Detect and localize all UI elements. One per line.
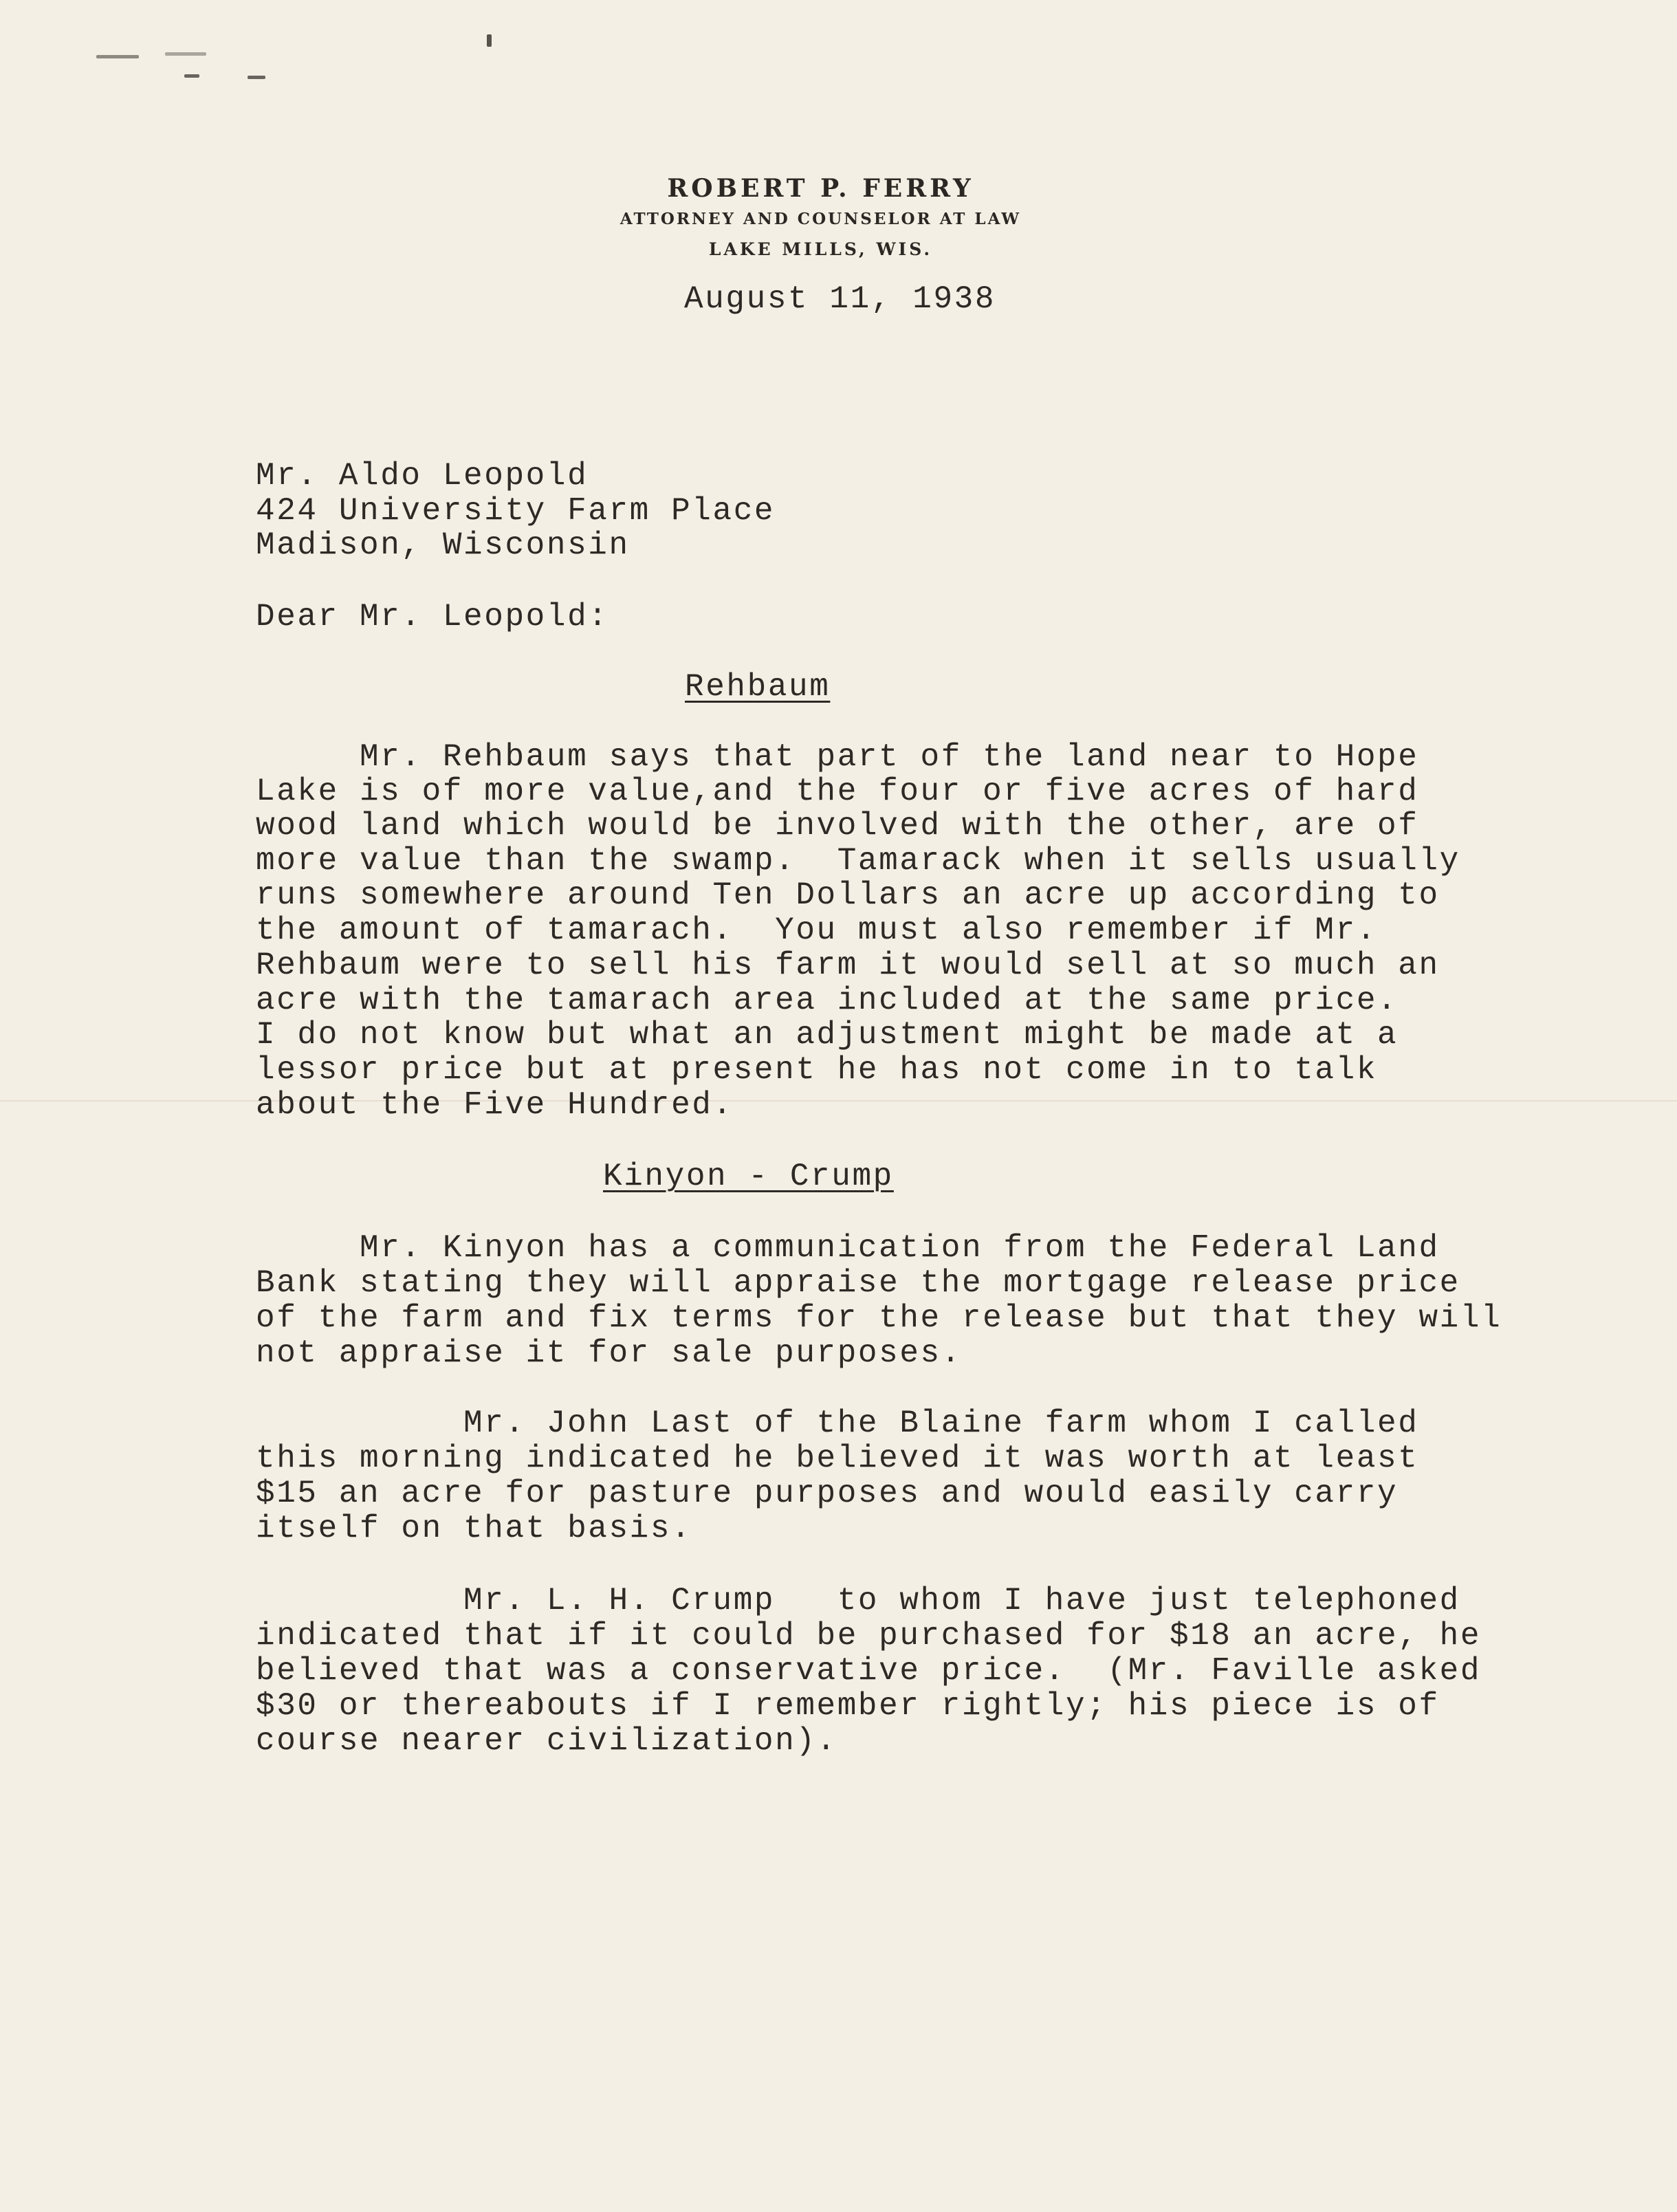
- paragraph-line: the amount of tamarach. You must also remember if Mr.: [256, 912, 1378, 948]
- recipient-street: 424 University Farm Place: [256, 493, 776, 529]
- paragraph-line: Mr. Kinyon has a communication from the Federal Land: [256, 1230, 1440, 1266]
- section-heading: Rehbaum: [685, 669, 831, 705]
- paragraph-line: this morning indicated he believed it was worth at least: [256, 1441, 1419, 1476]
- paragraph-line: not appraise it for sale purposes.: [256, 1335, 962, 1371]
- paragraph-line: Mr. John Last of the Blaine farm whom I called: [256, 1405, 1419, 1441]
- paragraph-line: $30 or thereabouts if I remember rightly; his piece is of: [256, 1688, 1440, 1724]
- paragraph-line: acre with the tamarach area included at the same price.: [256, 983, 1399, 1018]
- paragraph-line: of the farm and fix terms for the release but that they will: [256, 1300, 1502, 1336]
- paragraph-line: Mr. L. H. Crump to whom I have just telephoned: [256, 1583, 1460, 1619]
- paragraph-line: about the Five Hundred.: [256, 1087, 734, 1123]
- paragraph-line: course nearer civilization).: [256, 1723, 837, 1759]
- paragraph-line: wood land which would be involved with the other, are of: [256, 808, 1419, 844]
- paragraph-line: runs somewhere around Ten Dollars an acre up according to: [256, 877, 1440, 913]
- section-heading: Kinyon - Crump: [603, 1159, 894, 1194]
- paragraph-line: indicated that if it could be purchased for $18 an acre, he: [256, 1618, 1482, 1654]
- recipient-city: Madison, Wisconsin: [256, 527, 630, 563]
- paragraph-line: Lake is of more value,and the four or five acres of hard: [256, 774, 1419, 809]
- paragraph-line: lessor price but at present he has not come in to talk: [256, 1052, 1378, 1088]
- recipient-name: Mr. Aldo Leopold: [256, 458, 589, 494]
- salutation: Dear Mr. Leopold:: [256, 599, 609, 635]
- ink-smudge: [487, 34, 492, 47]
- paragraph-line: Mr. Rehbaum says that part of the land near to Hope: [256, 739, 1419, 775]
- ink-smudge: [165, 52, 206, 56]
- paragraph-line: itself on that basis.: [256, 1511, 692, 1546]
- paragraph-line: Bank stating they will appraise the mortgage release price: [256, 1265, 1460, 1301]
- paragraph-line: $15 an acre for pasture purposes and would easily carry: [256, 1476, 1399, 1511]
- paragraph-line: more value than the swamp. Tamarack when it sells usually: [256, 843, 1460, 879]
- ink-smudge: [184, 74, 199, 78]
- letter-date: August 11, 1938: [684, 281, 996, 317]
- ink-smudge: [248, 76, 265, 79]
- paragraph-line: I do not know but what an adjustment might be made at a: [256, 1017, 1399, 1053]
- paragraph-line: believed that was a conservative price. (Mr. Faville asked: [256, 1653, 1482, 1689]
- paragraph-line: Rehbaum were to sell his farm it would sell at so much an: [256, 948, 1440, 983]
- letterhead-title: ATTORNEY AND COUNSELOR AT LAW: [620, 210, 1022, 228]
- ink-smudge: [96, 55, 139, 58]
- letterhead-place: LAKE MILLS, WIS.: [708, 239, 933, 259]
- paper-fold: [0, 1100, 1677, 1102]
- letterhead-name: ROBERT P. FERRY: [667, 174, 974, 203]
